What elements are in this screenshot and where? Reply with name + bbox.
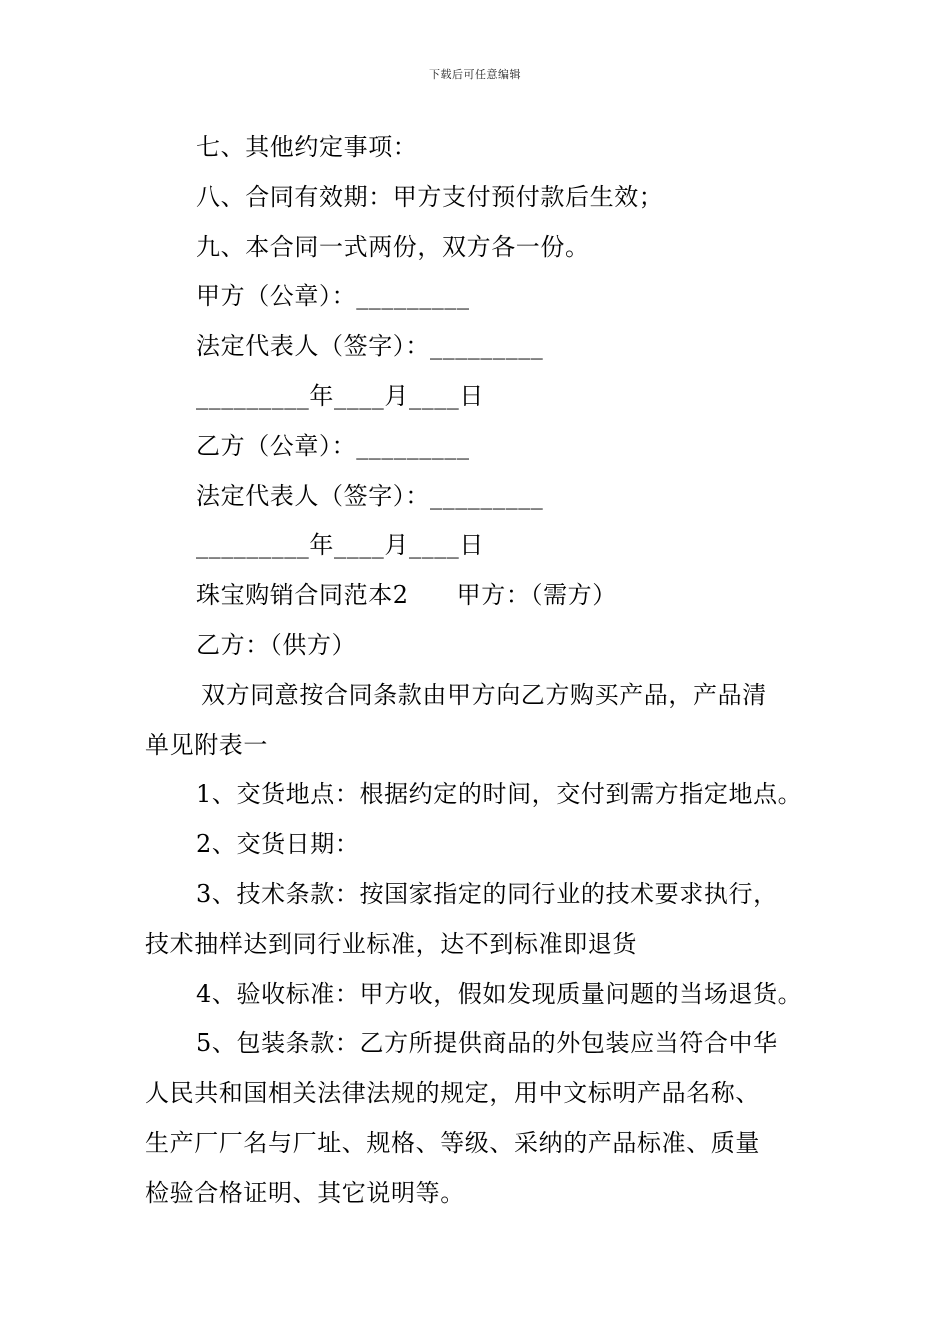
party-b-seal-line: 乙方（公章）：_________ xyxy=(196,431,470,460)
document-body xyxy=(145,123,810,1219)
party-b-representative-line: 法定代表人（签字）：_________ xyxy=(196,481,544,510)
item-5-packaging-line-1: 5、包装条款：乙方所提供商品的外包装应当符合中华 xyxy=(196,1029,778,1058)
clause-7: 七、其他约定事项： xyxy=(196,133,418,161)
clause-8: 八、合同有效期：甲方支付预付款后生效； xyxy=(196,182,664,211)
item-5-packaging-line-4: 检验合格证明、其它说明等。 xyxy=(145,1178,465,1207)
sample2-heading-line xyxy=(145,571,810,621)
item-1-delivery-location: 1、交货地点：根据约定的时间，交付到需方指定地点。 xyxy=(196,780,803,809)
party-b-date-line: _________年____月____日 xyxy=(196,531,484,560)
intro-paragraph-line-1: 双方同意按合同条款由甲方向乙方购买产品，产品清 xyxy=(201,680,767,709)
item-5-packaging-line-3: 生产厂厂名与厂址、规格、等级、采纳的产品标准、质量 xyxy=(145,1128,760,1157)
party-a-seal-line: 甲方（公章）：_________ xyxy=(196,282,470,311)
party-a-date-line: _________年____月____日 xyxy=(196,381,484,410)
clause-9: 九、本合同一式两份，双方各一份。 xyxy=(196,232,590,261)
intro-paragraph-line-2: 单见附表一 xyxy=(145,730,268,759)
sample2-title: 珠宝购销合同范本2 xyxy=(196,581,409,610)
item-3-technical-terms-line-2: 技术抽样达到同行业标准，达不到标准即退货 xyxy=(145,929,637,958)
sample2-party-b: 乙方：（供方） xyxy=(196,630,357,659)
item-2-delivery-date: 2、交货日期： xyxy=(196,830,360,859)
sample2-party-a: 甲方：（需方） xyxy=(456,581,617,610)
item-3-technical-terms-line-1: 3、技术条款：按国家指定的同行业的技术要求执行， xyxy=(196,879,778,908)
page-header-note: 下载后可任意编辑 xyxy=(429,68,521,81)
item-4-acceptance-standard: 4、验收标准：甲方收，假如发现质量问题的当场退货。 xyxy=(196,979,803,1008)
party-a-representative-line: 法定代表人（签字）：_________ xyxy=(196,332,544,361)
item-5-packaging-line-2: 人民共和国相关法律法规的规定，用中文标明产品名称、 xyxy=(145,1079,760,1108)
